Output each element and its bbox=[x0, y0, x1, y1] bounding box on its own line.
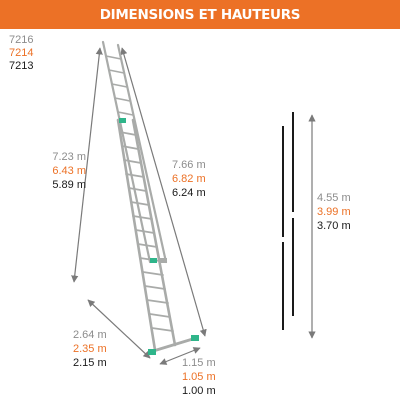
height-bars-icon bbox=[283, 112, 293, 330]
depth-label: 2.64 m 2.35 m 2.15 m bbox=[73, 329, 107, 369]
legend-model-3: 7213 bbox=[9, 60, 34, 72]
page-title: DIMENSIONS ET HAUTEURS bbox=[99, 6, 301, 23]
foot-left-icon bbox=[148, 349, 156, 355]
width-label: 1.15 m 1.05 m 1.00 m bbox=[182, 357, 216, 397]
foot-right-icon bbox=[191, 335, 199, 341]
height-label: 4.55 m 3.99 m 3.70 m bbox=[317, 192, 351, 232]
legend-model-2: 7214 bbox=[9, 47, 34, 59]
legend-model-1: 7216 bbox=[9, 34, 34, 46]
closed-length-label: 7.23 m 6.43 m 5.89 m bbox=[52, 151, 86, 191]
open-length-label: 7.66 m 6.82 m 6.24 m bbox=[172, 159, 206, 199]
